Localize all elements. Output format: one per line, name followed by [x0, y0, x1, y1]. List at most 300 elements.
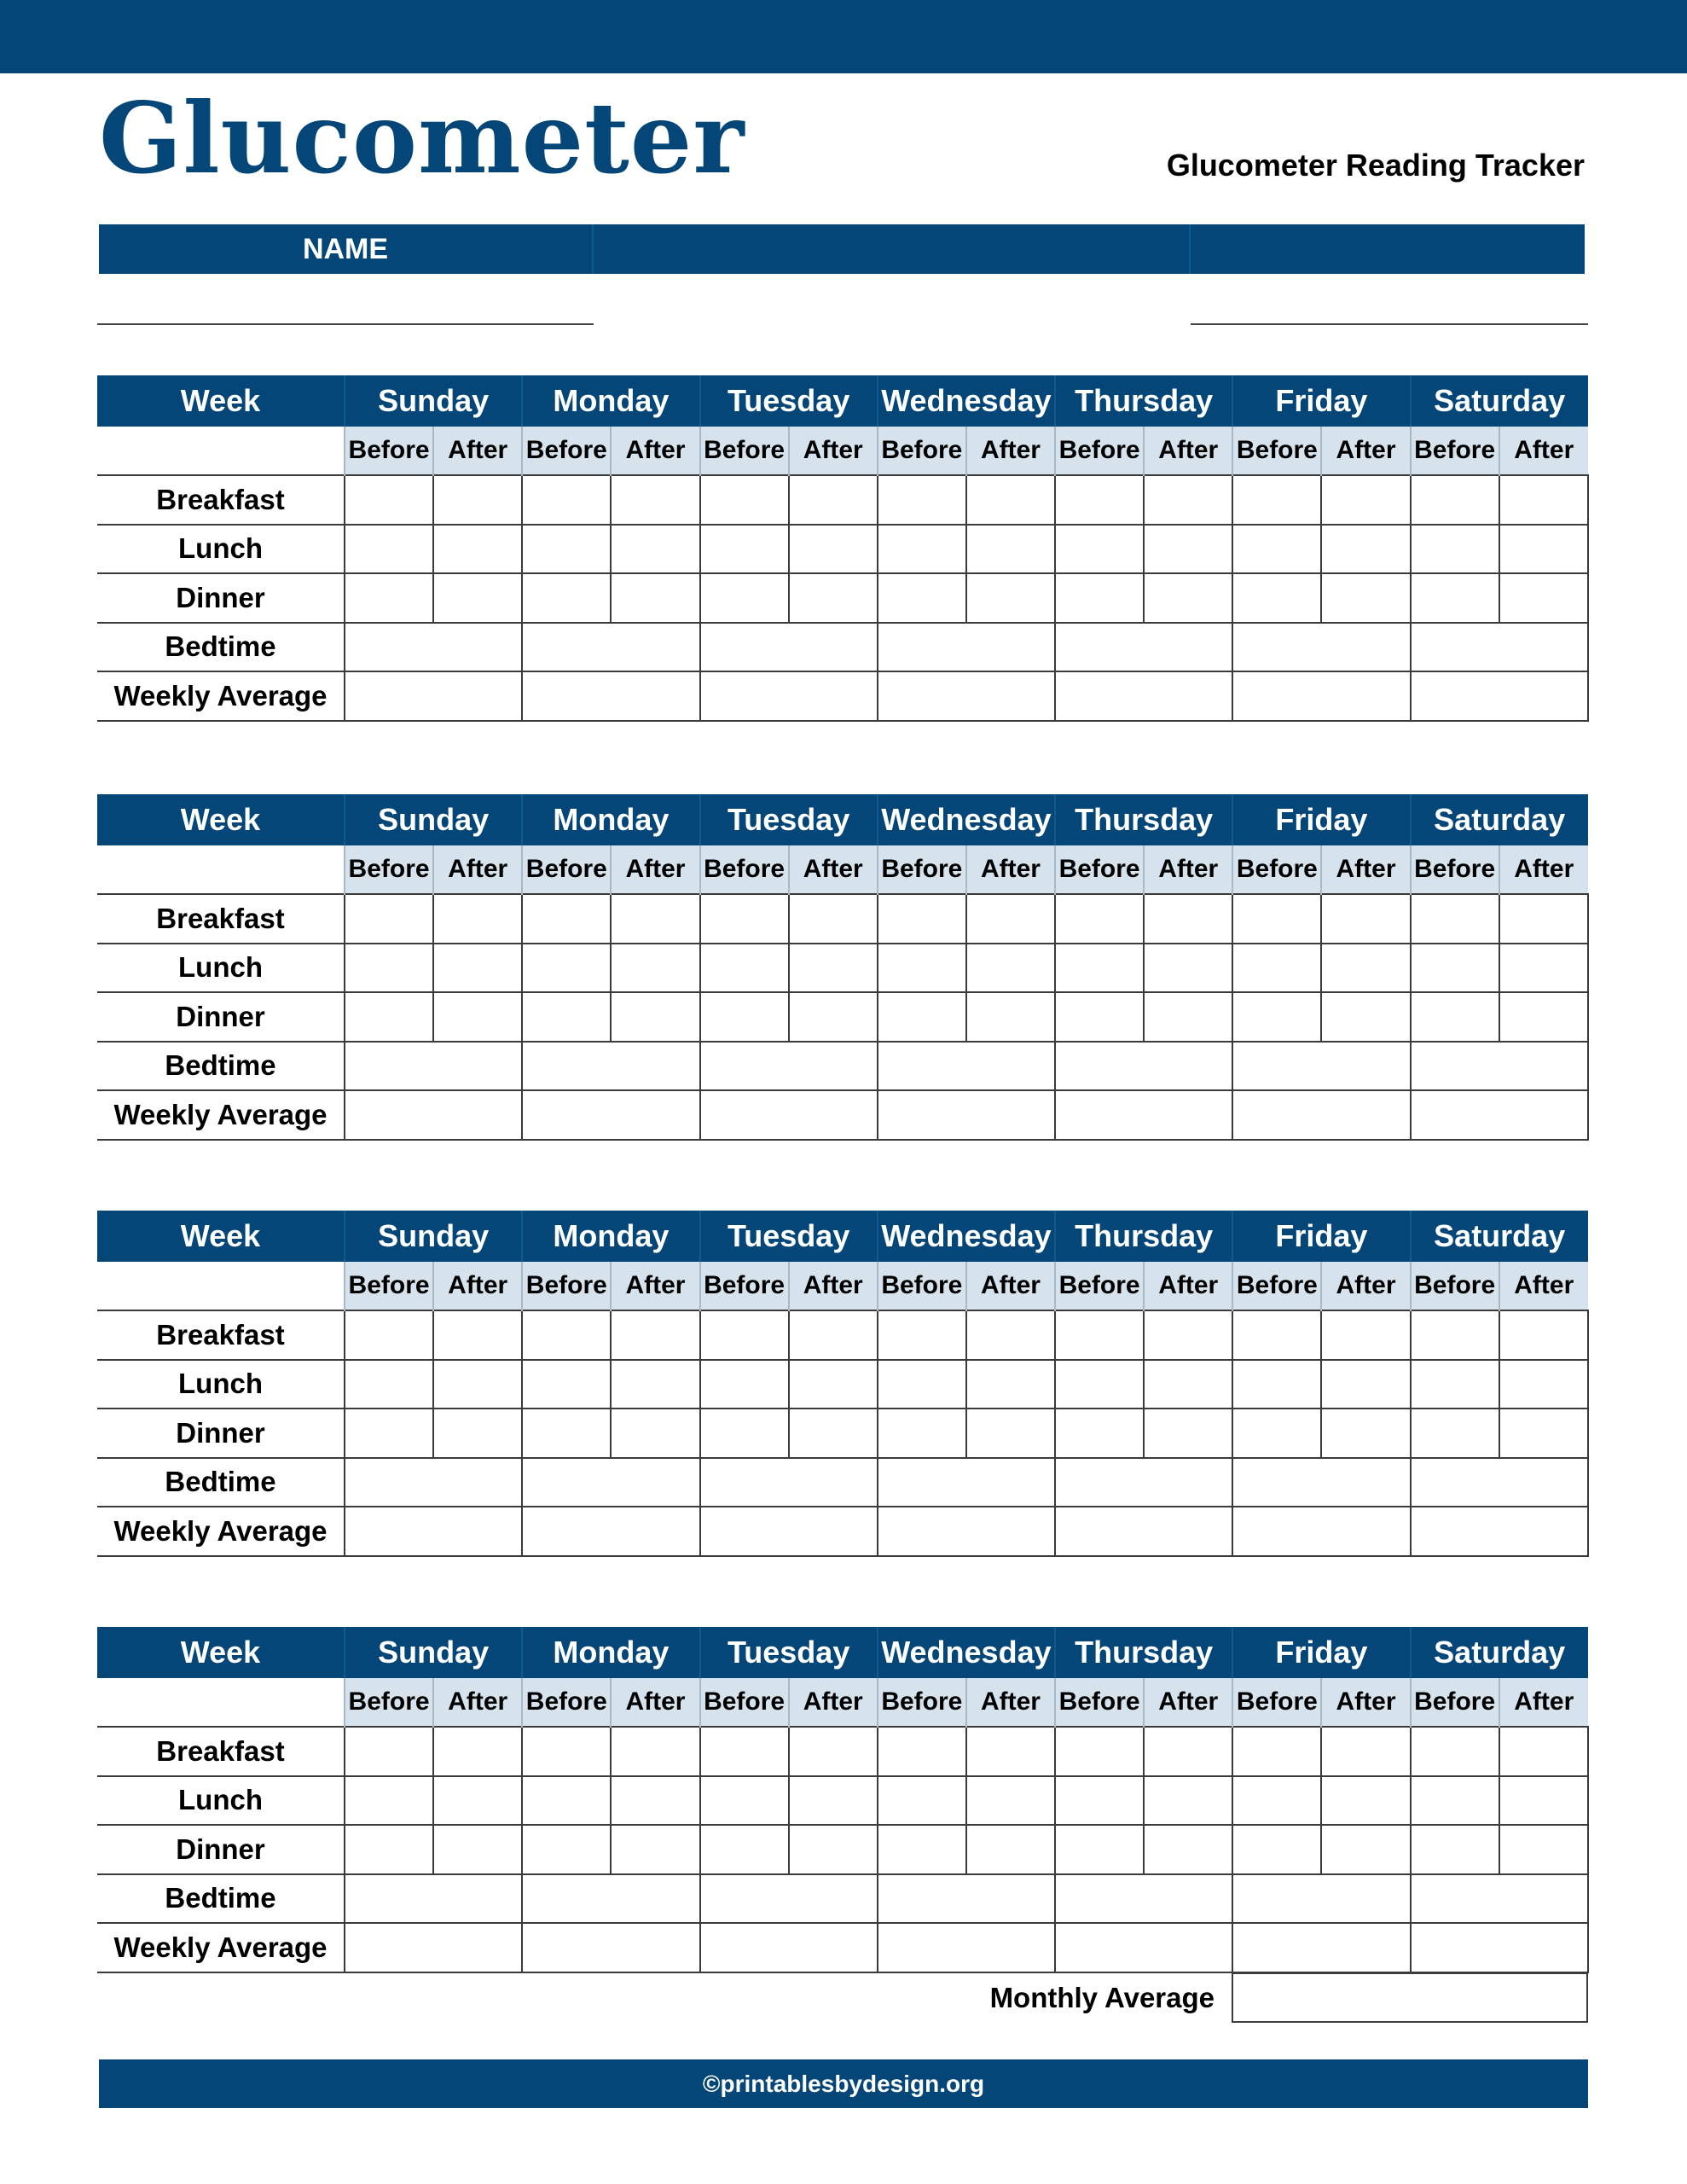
reading-cell[interactable]	[433, 1360, 522, 1409]
reading-cell[interactable]	[1321, 1727, 1410, 1776]
reading-cell[interactable]	[345, 475, 433, 525]
reading-cell[interactable]	[345, 894, 433, 944]
day-total-cell[interactable]	[1055, 1042, 1232, 1091]
day-total-cell[interactable]	[1232, 1507, 1410, 1556]
day-total-cell[interactable]	[700, 623, 878, 672]
day-header: Sunday	[345, 375, 522, 427]
reading-cell[interactable]	[433, 894, 522, 944]
reading-cell[interactable]	[345, 573, 433, 623]
reading-cell[interactable]	[1055, 992, 1144, 1042]
week-header: Week	[97, 1627, 345, 1678]
reading-cell[interactable]	[1144, 525, 1232, 574]
reading-cell[interactable]	[789, 1360, 878, 1409]
reading-cell[interactable]	[611, 1825, 699, 1874]
reading-cell[interactable]	[1499, 1360, 1588, 1409]
reading-cell[interactable]	[522, 1776, 611, 1826]
reading-cell[interactable]	[1321, 475, 1410, 525]
before-header: Before	[1411, 1678, 1499, 1727]
reading-cell[interactable]	[789, 944, 878, 993]
day-total-cell[interactable]	[1411, 1090, 1588, 1140]
reading-cell[interactable]	[1232, 1825, 1321, 1874]
day-total-cell[interactable]	[878, 623, 1055, 672]
day-total-cell[interactable]	[1055, 1874, 1232, 1924]
day-total-cell[interactable]	[1055, 1458, 1232, 1507]
reading-cell[interactable]	[1232, 894, 1321, 944]
reading-cell[interactable]	[966, 992, 1055, 1042]
day-total-cell[interactable]	[878, 1874, 1055, 1924]
day-total-cell[interactable]	[522, 1042, 699, 1091]
day-total-cell[interactable]	[878, 671, 1055, 721]
reading-cell[interactable]	[878, 1776, 966, 1826]
reading-cell[interactable]	[611, 1776, 699, 1826]
reading-cell[interactable]	[611, 1360, 699, 1409]
reading-cell[interactable]	[1411, 1409, 1499, 1458]
reading-cell[interactable]	[878, 992, 966, 1042]
reading-cell[interactable]	[433, 573, 522, 623]
reading-cell[interactable]	[522, 1409, 611, 1458]
day-header: Thursday	[1055, 794, 1232, 845]
reading-cell[interactable]	[611, 525, 699, 574]
reading-cell[interactable]	[1499, 894, 1588, 944]
row-label: Breakfast	[97, 894, 345, 944]
day-total-cell[interactable]	[345, 1874, 522, 1924]
reading-cell[interactable]	[789, 573, 878, 623]
row-label: Breakfast	[97, 1310, 345, 1360]
reading-cell[interactable]	[345, 1360, 433, 1409]
day-total-cell[interactable]	[1232, 671, 1410, 721]
reading-cell[interactable]	[1055, 573, 1144, 623]
row-label: Bedtime	[97, 1458, 345, 1507]
before-header: Before	[345, 845, 433, 894]
reading-cell[interactable]	[700, 525, 789, 574]
before-header: Before	[1232, 427, 1321, 475]
day-header: Tuesday	[700, 794, 878, 845]
after-header: After	[433, 845, 522, 894]
after-header: After	[1321, 845, 1410, 894]
reading-cell[interactable]	[1232, 475, 1321, 525]
reading-cell[interactable]	[878, 1409, 966, 1458]
after-header: After	[611, 427, 699, 475]
reading-cell[interactable]	[1321, 573, 1410, 623]
before-header: Before	[878, 1262, 966, 1310]
reading-cell[interactable]	[789, 1409, 878, 1458]
reading-cell[interactable]	[611, 992, 699, 1042]
reading-cell[interactable]	[611, 894, 699, 944]
reading-cell[interactable]	[789, 1825, 878, 1874]
reading-cell[interactable]	[1232, 992, 1321, 1042]
before-header: Before	[700, 1262, 789, 1310]
row-label: Breakfast	[97, 475, 345, 525]
after-header: After	[433, 1678, 522, 1727]
before-header: Before	[700, 1678, 789, 1727]
reading-cell[interactable]	[700, 1310, 789, 1360]
day-total-cell[interactable]	[1411, 671, 1588, 721]
day-header: Wednesday	[878, 794, 1055, 845]
reading-cell[interactable]	[1232, 944, 1321, 993]
name-bar-right	[1191, 224, 1585, 274]
reading-cell[interactable]	[433, 475, 522, 525]
reading-cell[interactable]	[878, 1360, 966, 1409]
day-total-cell[interactable]	[345, 1090, 522, 1140]
reading-cell[interactable]	[1499, 1776, 1588, 1826]
reading-cell[interactable]	[1055, 525, 1144, 574]
before-header: Before	[700, 845, 789, 894]
sub-header-blank	[97, 1678, 345, 1727]
before-header: Before	[345, 1678, 433, 1727]
reading-cell[interactable]	[1499, 1825, 1588, 1874]
before-header: Before	[878, 845, 966, 894]
reading-cell[interactable]	[1055, 1409, 1144, 1458]
day-header: Saturday	[1411, 1211, 1588, 1262]
reading-cell[interactable]	[1321, 894, 1410, 944]
day-total-cell[interactable]	[1055, 1923, 1232, 1972]
reading-cell[interactable]	[1055, 1360, 1144, 1409]
reading-cell[interactable]	[878, 894, 966, 944]
day-total-cell[interactable]	[522, 623, 699, 672]
day-total-cell[interactable]	[1411, 623, 1588, 672]
row-label: Weekly Average	[97, 1923, 345, 1972]
reading-cell[interactable]	[1232, 1360, 1321, 1409]
reading-cell[interactable]	[966, 894, 1055, 944]
day-total-cell[interactable]	[1055, 671, 1232, 721]
reading-cell[interactable]	[1321, 525, 1410, 574]
after-header: After	[611, 1262, 699, 1310]
reading-cell[interactable]	[1144, 1409, 1232, 1458]
reading-cell[interactable]	[1499, 1409, 1588, 1458]
day-total-cell[interactable]	[1411, 1507, 1588, 1556]
after-header: After	[611, 1678, 699, 1727]
reading-cell[interactable]	[878, 475, 966, 525]
name-write-line[interactable]	[97, 323, 594, 325]
reading-cell[interactable]	[522, 475, 611, 525]
reading-cell[interactable]	[1499, 573, 1588, 623]
reading-cell[interactable]	[1144, 894, 1232, 944]
day-total-cell[interactable]	[1411, 1042, 1588, 1091]
day-total-cell[interactable]	[1232, 1090, 1410, 1140]
day-header: Tuesday	[700, 1627, 878, 1678]
reading-cell[interactable]	[966, 1310, 1055, 1360]
reading-cell[interactable]	[345, 1776, 433, 1826]
day-total-cell[interactable]	[345, 671, 522, 721]
reading-cell[interactable]	[1321, 1310, 1410, 1360]
day-header: Monday	[522, 794, 699, 845]
reading-cell[interactable]	[1232, 573, 1321, 623]
reading-cell[interactable]	[611, 1409, 699, 1458]
reading-cell[interactable]	[878, 525, 966, 574]
reading-cell[interactable]	[522, 894, 611, 944]
reading-cell[interactable]	[700, 475, 789, 525]
day-total-cell[interactable]	[878, 1507, 1055, 1556]
day-total-cell[interactable]	[878, 1458, 1055, 1507]
monthly-average-label: Monthly Average	[989, 1982, 1215, 2013]
reading-cell[interactable]	[345, 1310, 433, 1360]
reading-cell[interactable]	[878, 1825, 966, 1874]
day-total-cell[interactable]	[1232, 1458, 1410, 1507]
day-header: Thursday	[1055, 1211, 1232, 1262]
reading-cell[interactable]	[1232, 1409, 1321, 1458]
row-label: Lunch	[97, 1776, 345, 1826]
day-total-cell[interactable]	[522, 1458, 699, 1507]
reading-cell[interactable]	[966, 1360, 1055, 1409]
reading-cell[interactable]	[1144, 1776, 1232, 1826]
week-header: Week	[97, 375, 345, 427]
reading-cell[interactable]	[345, 525, 433, 574]
reading-cell[interactable]	[611, 573, 699, 623]
after-header: After	[789, 845, 878, 894]
reading-cell[interactable]	[1055, 1825, 1144, 1874]
reading-cell[interactable]	[611, 944, 699, 993]
after-header: After	[433, 1262, 522, 1310]
day-total-cell[interactable]	[1232, 1923, 1410, 1972]
day-total-cell[interactable]	[345, 1507, 522, 1556]
reading-cell[interactable]	[1411, 894, 1499, 944]
reading-cell[interactable]	[1411, 1360, 1499, 1409]
reading-cell[interactable]	[878, 1727, 966, 1776]
after-header: After	[1499, 1678, 1588, 1727]
reading-cell[interactable]	[1411, 1727, 1499, 1776]
after-header: After	[1321, 1262, 1410, 1310]
day-header: Saturday	[1411, 1627, 1588, 1678]
before-header: Before	[1232, 1678, 1321, 1727]
day-total-cell[interactable]	[700, 1090, 878, 1140]
reading-cell[interactable]	[1055, 1776, 1144, 1826]
reading-cell[interactable]	[433, 992, 522, 1042]
reading-cell[interactable]	[1232, 1310, 1321, 1360]
reading-cell[interactable]	[1144, 573, 1232, 623]
reading-cell[interactable]	[966, 944, 1055, 993]
day-total-cell[interactable]	[345, 623, 522, 672]
day-header: Sunday	[345, 1627, 522, 1678]
reading-cell[interactable]	[345, 1409, 433, 1458]
reading-cell[interactable]	[1499, 1727, 1588, 1776]
reading-cell[interactable]	[345, 944, 433, 993]
page-title: Glucometer	[99, 81, 745, 195]
reading-cell[interactable]	[433, 1727, 522, 1776]
day-total-cell[interactable]	[522, 1507, 699, 1556]
reading-cell[interactable]	[522, 1310, 611, 1360]
reading-cell[interactable]	[1232, 525, 1321, 574]
day-total-cell[interactable]	[522, 1090, 699, 1140]
reading-cell[interactable]	[1499, 475, 1588, 525]
reading-cell[interactable]	[700, 992, 789, 1042]
after-header: After	[789, 1678, 878, 1727]
day-total-cell[interactable]	[700, 1042, 878, 1091]
reading-cell[interactable]	[1411, 944, 1499, 993]
week-table	[97, 375, 1589, 722]
reading-cell[interactable]	[966, 1727, 1055, 1776]
reading-cell[interactable]	[345, 1825, 433, 1874]
reading-cell[interactable]	[966, 1825, 1055, 1874]
reading-cell[interactable]	[345, 992, 433, 1042]
reading-cell[interactable]	[1321, 1409, 1410, 1458]
reading-cell[interactable]	[433, 944, 522, 993]
day-total-cell[interactable]	[700, 671, 878, 721]
day-total-cell[interactable]	[1411, 1874, 1588, 1924]
reading-cell[interactable]	[1144, 992, 1232, 1042]
reading-cell[interactable]	[1321, 1360, 1410, 1409]
reading-cell[interactable]	[878, 573, 966, 623]
reading-cell[interactable]	[345, 1727, 433, 1776]
day-header: Wednesday	[878, 1627, 1055, 1678]
reading-cell[interactable]	[1144, 1310, 1232, 1360]
before-header: Before	[1411, 845, 1499, 894]
reading-cell[interactable]	[789, 1776, 878, 1826]
secondary-write-line[interactable]	[1191, 323, 1588, 325]
day-header: Thursday	[1055, 375, 1232, 427]
reading-cell[interactable]	[1144, 1825, 1232, 1874]
after-header: After	[611, 845, 699, 894]
reading-cell[interactable]	[700, 894, 789, 944]
day-total-cell[interactable]	[1232, 623, 1410, 672]
reading-cell[interactable]	[1411, 992, 1499, 1042]
after-header: After	[1499, 427, 1588, 475]
reading-cell[interactable]	[700, 573, 789, 623]
reading-cell[interactable]	[611, 1310, 699, 1360]
reading-cell[interactable]	[700, 1727, 789, 1776]
reading-cell[interactable]	[700, 1825, 789, 1874]
reading-cell[interactable]	[433, 1776, 522, 1826]
footer-bar	[99, 2059, 1588, 2108]
row-label: Dinner	[97, 573, 345, 623]
reading-cell[interactable]	[611, 475, 699, 525]
monthly-average-cell[interactable]	[1232, 1972, 1588, 2023]
before-header: Before	[878, 427, 966, 475]
reading-cell[interactable]	[522, 573, 611, 623]
reading-cell[interactable]	[1232, 1776, 1321, 1826]
reading-cell[interactable]	[966, 525, 1055, 574]
row-label: Bedtime	[97, 1042, 345, 1091]
after-header: After	[1321, 427, 1410, 475]
before-header: Before	[1055, 1678, 1144, 1727]
reading-cell[interactable]	[789, 475, 878, 525]
day-total-cell[interactable]	[878, 1090, 1055, 1140]
row-label: Dinner	[97, 1409, 345, 1458]
day-total-cell[interactable]	[1232, 1042, 1410, 1091]
reading-cell[interactable]	[1055, 1727, 1144, 1776]
before-header: Before	[1411, 427, 1499, 475]
reading-cell[interactable]	[1055, 944, 1144, 993]
reading-cell[interactable]	[433, 1310, 522, 1360]
reading-cell[interactable]	[789, 894, 878, 944]
reading-cell[interactable]	[1321, 1776, 1410, 1826]
day-total-cell[interactable]	[522, 671, 699, 721]
reading-cell[interactable]	[522, 1825, 611, 1874]
day-total-cell[interactable]	[522, 1923, 699, 1972]
reading-cell[interactable]	[1144, 1727, 1232, 1776]
reading-cell[interactable]	[1321, 944, 1410, 993]
after-header: After	[966, 1262, 1055, 1310]
day-total-cell[interactable]	[1411, 1923, 1588, 1972]
reading-cell[interactable]	[611, 1727, 699, 1776]
before-header: Before	[345, 427, 433, 475]
page-subtitle: Glucometer Reading Tracker	[1166, 148, 1585, 183]
day-total-cell[interactable]	[1232, 1874, 1410, 1924]
reading-cell[interactable]	[522, 1727, 611, 1776]
before-header: Before	[1055, 845, 1144, 894]
after-header: After	[1144, 1678, 1232, 1727]
reading-cell[interactable]	[433, 525, 522, 574]
reading-cell[interactable]	[1144, 1360, 1232, 1409]
after-header: After	[1144, 1262, 1232, 1310]
before-header: Before	[522, 1262, 611, 1310]
reading-cell[interactable]	[700, 1409, 789, 1458]
reading-cell[interactable]	[1055, 894, 1144, 944]
day-total-cell[interactable]	[700, 1923, 878, 1972]
reading-cell[interactable]	[1499, 525, 1588, 574]
reading-cell[interactable]	[1321, 992, 1410, 1042]
day-total-cell[interactable]	[1055, 1507, 1232, 1556]
day-total-cell[interactable]	[345, 1923, 522, 1972]
reading-cell[interactable]	[1411, 525, 1499, 574]
day-header: Tuesday	[700, 375, 878, 427]
day-header: Monday	[522, 1211, 699, 1262]
reading-cell[interactable]	[1411, 1825, 1499, 1874]
day-total-cell[interactable]	[1411, 1458, 1588, 1507]
day-total-cell[interactable]	[522, 1874, 699, 1924]
reading-cell[interactable]	[1232, 1727, 1321, 1776]
day-total-cell[interactable]	[700, 1458, 878, 1507]
reading-cell[interactable]	[433, 1409, 522, 1458]
reading-cell[interactable]	[700, 1360, 789, 1409]
reading-cell[interactable]	[1055, 475, 1144, 525]
day-total-cell[interactable]	[700, 1507, 878, 1556]
day-header: Sunday	[345, 794, 522, 845]
reading-cell[interactable]	[1144, 475, 1232, 525]
day-total-cell[interactable]	[878, 1042, 1055, 1091]
after-header: After	[789, 1262, 878, 1310]
reading-cell[interactable]	[1499, 1310, 1588, 1360]
reading-cell[interactable]	[522, 992, 611, 1042]
reading-cell[interactable]	[700, 944, 789, 993]
reading-cell[interactable]	[966, 573, 1055, 623]
after-header: After	[1499, 1262, 1588, 1310]
reading-cell[interactable]	[1144, 944, 1232, 993]
reading-cell[interactable]	[1321, 1825, 1410, 1874]
reading-cell[interactable]	[966, 1409, 1055, 1458]
reading-cell[interactable]	[789, 1727, 878, 1776]
day-total-cell[interactable]	[345, 1042, 522, 1091]
day-total-cell[interactable]	[700, 1874, 878, 1924]
reading-cell[interactable]	[878, 1310, 966, 1360]
reading-cell[interactable]	[700, 1776, 789, 1826]
before-header: Before	[1232, 1262, 1321, 1310]
day-total-cell[interactable]	[1055, 1090, 1232, 1140]
reading-cell[interactable]	[789, 992, 878, 1042]
reading-cell[interactable]	[878, 944, 966, 993]
after-header: After	[789, 427, 878, 475]
reading-cell[interactable]	[522, 944, 611, 993]
reading-cell[interactable]	[789, 1310, 878, 1360]
reading-cell[interactable]	[1411, 1310, 1499, 1360]
reading-cell[interactable]	[966, 1776, 1055, 1826]
reading-cell[interactable]	[966, 475, 1055, 525]
reading-cell[interactable]	[1411, 573, 1499, 623]
reading-cell[interactable]	[522, 1360, 611, 1409]
name-bar	[99, 224, 1585, 274]
day-total-cell[interactable]	[345, 1458, 522, 1507]
reading-cell[interactable]	[1411, 1776, 1499, 1826]
reading-cell[interactable]	[1411, 475, 1499, 525]
reading-cell[interactable]	[522, 525, 611, 574]
reading-cell[interactable]	[433, 1825, 522, 1874]
day-total-cell[interactable]	[1055, 623, 1232, 672]
day-total-cell[interactable]	[878, 1923, 1055, 1972]
reading-cell[interactable]	[1499, 944, 1588, 993]
reading-cell[interactable]	[1499, 992, 1588, 1042]
reading-cell[interactable]	[1055, 1310, 1144, 1360]
reading-cell[interactable]	[789, 525, 878, 574]
before-header: Before	[1055, 427, 1144, 475]
